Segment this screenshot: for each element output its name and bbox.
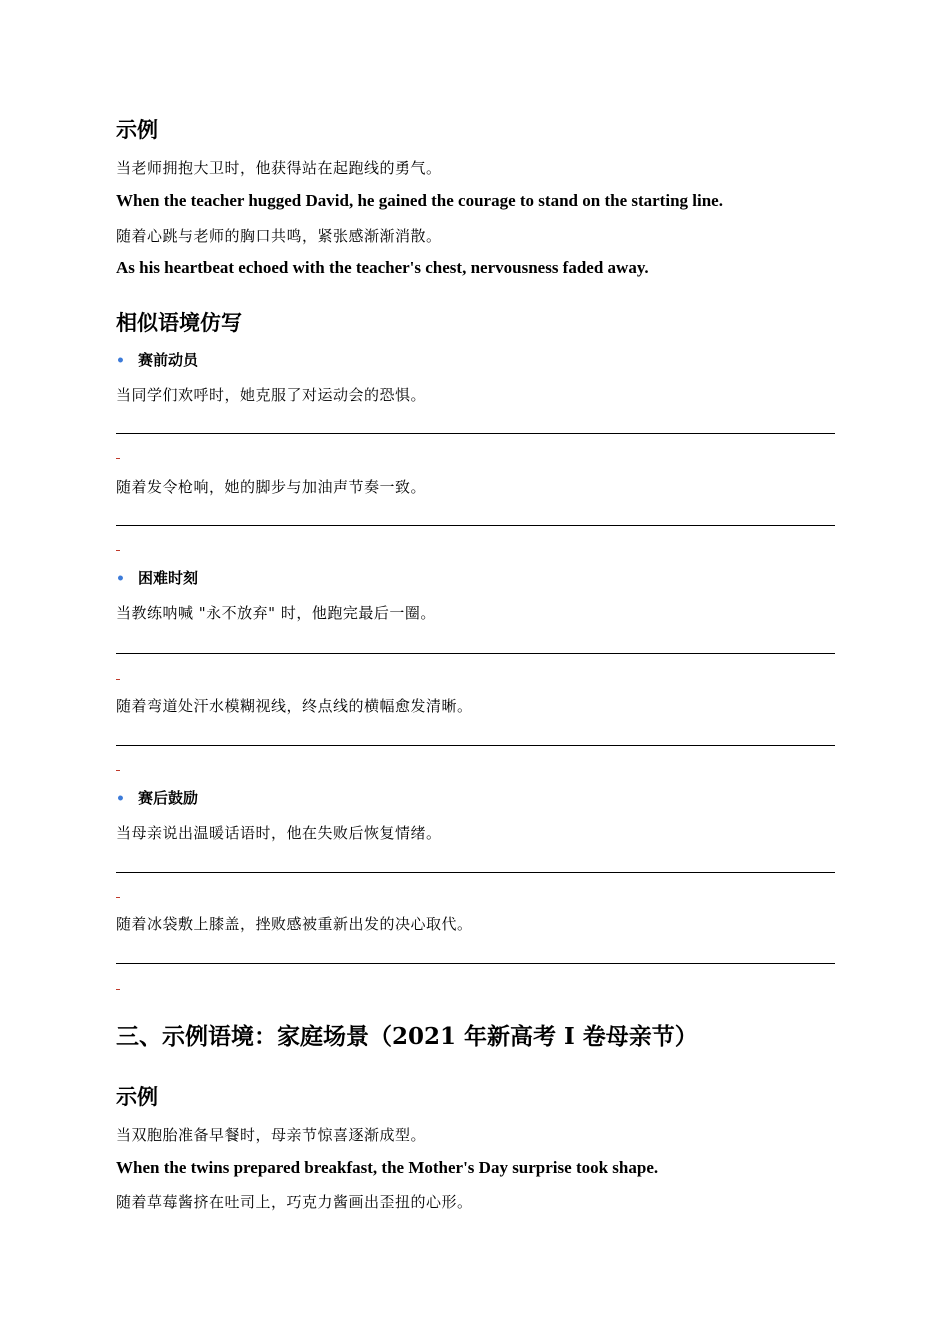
line-end-mark [116, 897, 120, 898]
example-sentence-zh: 当双胞胎准备早餐时，母亲节惊喜逐渐成型。 [116, 1126, 427, 1144]
answer-line[interactable] [116, 653, 835, 654]
bullet-dot-icon: • [116, 791, 125, 807]
answer-line[interactable] [116, 745, 835, 746]
answer-line[interactable] [116, 525, 835, 526]
example-sentence-en: When the twins prepared breakfast, the Mother's Day surprise took shape. [116, 1158, 659, 1177]
section-heading: 三、示例语境：家庭场景（2021 年新高考 Ⅰ 卷母亲节） [116, 1023, 698, 1050]
bullet-dot-icon: • [116, 571, 125, 587]
bullet-title: 赛后鼓励 [138, 789, 199, 807]
prompt-sentence: 随着发令枪响，她的脚步与加油声节奏一致。 [116, 478, 427, 496]
prompt-sentence: 当教练呐喊 "永不放弃" 时，他跑完最后一圈。 [116, 604, 436, 622]
example-heading: 示例 [116, 117, 158, 142]
answer-line[interactable] [116, 963, 835, 964]
prompt-sentence: 当同学们欢呼时，她克服了对运动会的恐惧。 [116, 386, 427, 404]
answer-line[interactable] [116, 433, 835, 434]
example-heading: 示例 [116, 1084, 158, 1109]
line-end-mark [116, 989, 120, 990]
example-sentence-zh: 随着草莓酱挤在吐司上，巧克力酱画出歪扭的心形。 [116, 1193, 473, 1211]
line-end-mark [116, 770, 120, 771]
example-sentence-zh: 当老师拥抱大卫时，他获得站在起跑线的勇气。 [116, 159, 442, 177]
prompt-sentence: 随着弯道处汗水模糊视线，终点线的横幅愈发清晰。 [116, 697, 473, 715]
bullet-title: 困难时刻 [138, 569, 199, 587]
prompt-sentence: 当母亲说出温暖话语时，他在失败后恢复情绪。 [116, 824, 442, 842]
line-end-mark [116, 550, 120, 551]
imitation-heading: 相似语境仿写 [116, 310, 242, 335]
bullet-item [116, 350, 198, 371]
line-end-mark [116, 679, 120, 680]
bullet-title: 赛前动员 [138, 351, 199, 369]
example-sentence-zh: 随着心跳与老师的胸口共鸣，紧张感渐渐消散。 [116, 227, 442, 245]
bullet-item [116, 788, 198, 809]
answer-line[interactable] [116, 872, 835, 873]
prompt-sentence: 随着冰袋敷上膝盖，挫败感被重新出发的决心取代。 [116, 915, 473, 933]
example-sentence-en: When the teacher hugged David, he gained the courage to stand on the starting line. [116, 191, 723, 210]
bullet-dot-icon: • [116, 353, 125, 369]
line-end-mark [116, 458, 120, 459]
bullet-item [116, 568, 198, 589]
example-sentence-en: As his heartbeat echoed with the teacher's chest, nervousness faded away. [116, 258, 649, 277]
